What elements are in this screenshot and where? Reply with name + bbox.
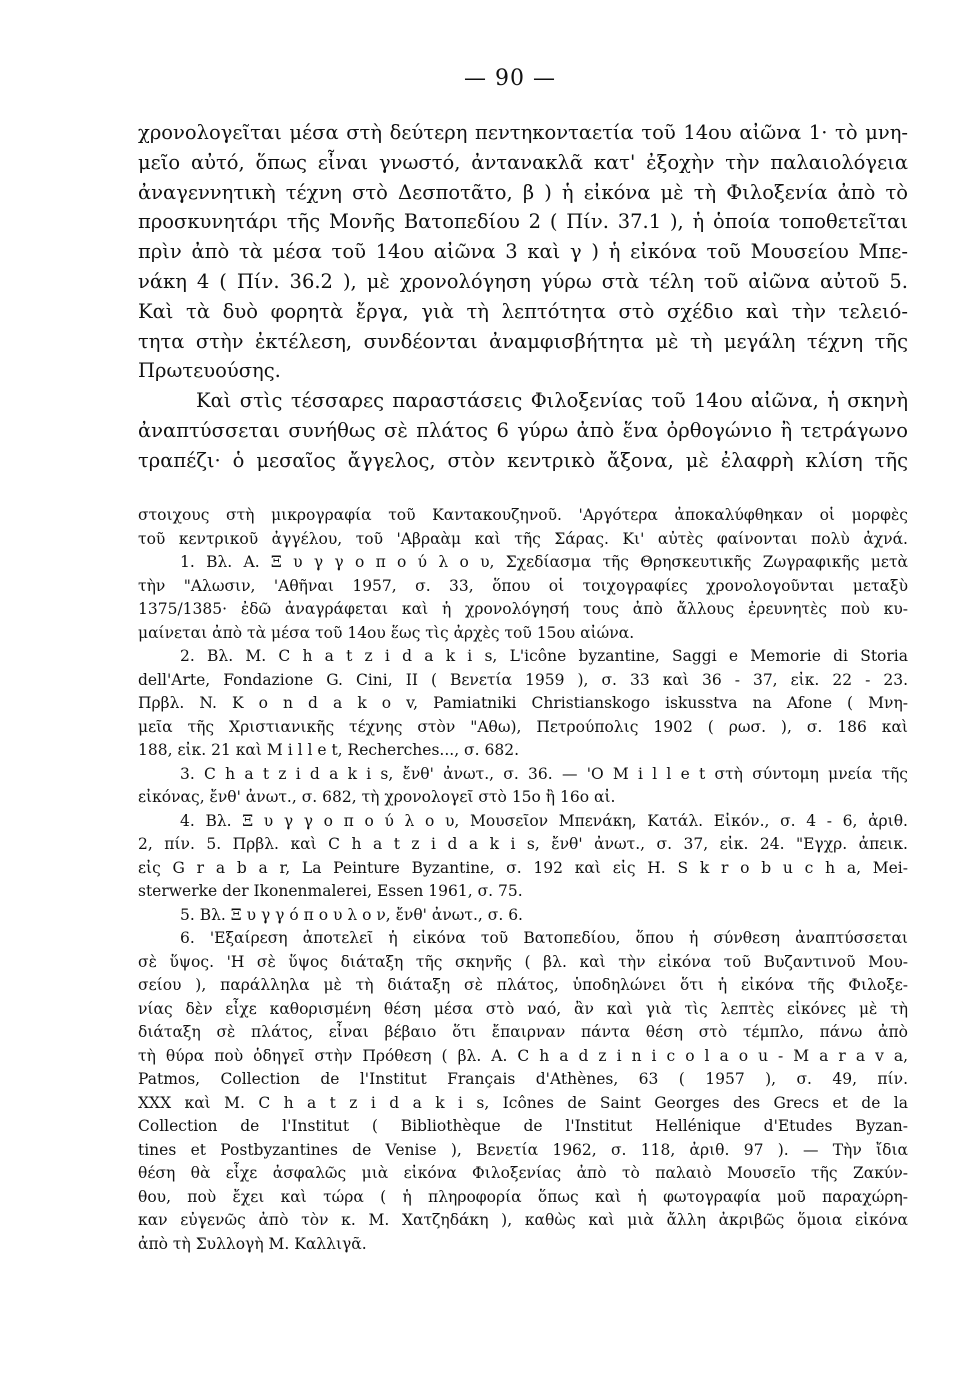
footnote-line: νίας δὲν εἶχε καθορισμένη θέση μέσα στὸ ναό, ἂν καὶ γιὰ τὶς λεπτὲς εἰκόνες μὲ τὴ bbox=[138, 999, 908, 1018]
footnote-line: 1375/1385· ἐδῶ ἀναγράφεται καὶ ἡ χρονολόγησή τους ἀπὸ ἄλλους ἐρευνητὲς ποὺ κυ- bbox=[138, 600, 908, 618]
footnote-line: μεῖα τῆς Χριστιανικῆς τέχνης στὸν "Αθω), Πετρούπολις 1902 ( ρωσ. ), σ. 186 καὶ bbox=[138, 717, 908, 736]
footnote-line: τοῦ κεντρικοῦ ἀγγέλου, τοῦ 'Αβραὰμ καὶ τῆς Σάρας. Κι' αὐτὲς φαίνονται πολὺ ἀχνά. bbox=[138, 529, 908, 548]
body-line: νάκη 4 ( Πίν. 36.2 ), μὲ χρονολόγηση γύρω στὰ τέλη τοῦ αἰῶνα αὐτοῦ 5. bbox=[138, 269, 908, 293]
footnote-line: στοιχους στὴ μικρογραφία τοῦ Καντακουζηνοῦ. 'Αργότερα ἀποκαλύφθηκαν οἱ μορφὲς bbox=[138, 506, 908, 524]
page-number: — 90 — bbox=[464, 66, 556, 91]
footnote-line: sterwerke der Ikonenmalerei, Essen 1961, σ. 75. bbox=[138, 882, 523, 900]
footnote-line: 1. Βλ. Α. Ξ υ γ γ ο π ο ύ λ ο υ, Σχεδίασμα τῆς Θρησκευτικῆς Ζωγραφικῆς μετὰ bbox=[180, 553, 908, 571]
footnotes bbox=[138, 504, 908, 1256]
body-line: μεῖο αὐτό, ὅπως εἶναι γνωστό, ἀντανακλᾶ κατ' ἐξοχὴν τὴν παλαιολόγεια bbox=[138, 150, 908, 174]
footnote-line: μαίνεται ἀπὸ τὰ μέσα τοῦ 14ου ἕως τὶς ἀρχὲς τοῦ 15ου αἰώνα. bbox=[138, 623, 635, 642]
body-line: χρονολογεῖται μέσα στὴ δεύτερη πεντηκονταετία τοῦ 14ου αἰῶνα 1· τὸ μνη- bbox=[138, 121, 908, 144]
footnote-line: 6. 'Εξαίρεση ἀποτελεῖ ἡ εἰκόνα τοῦ Βατοπεδίου, ὅπου ἡ σύνθεση ἀναπτύσσεται bbox=[180, 929, 908, 947]
footnote-line: τὴν "Αλωσιν, 'Αθῆναι 1957, σ. 33, ὅπου οἱ τοιχογραφίες χρονολογοῦνται μεταξὺ bbox=[138, 576, 908, 595]
footnote-line: dell'Arte, Fondazione G. Cini, II ( Βενετία 1959 ), σ. 33 καὶ 36 - 37, εἰκ. 22 - 23. bbox=[138, 670, 908, 689]
footnote-line: τὴ θύρα ποὺ ὁδηγεῖ στὴν Πρόθεση ( βλ. A. C h a d z i n i c o l a o u - M a r a v a, bbox=[138, 1046, 908, 1065]
body-line: πρὶν ἀπὸ τὰ μέσα τοῦ 14ου αἰῶνα 3 καὶ γ ) ἡ εἰκόνα τοῦ Μουσείου Μπε- bbox=[138, 240, 908, 264]
footnote-line: θου, ποὺ ἔχει καὶ τώρα ( ἡ πληροφορία ὅπως καὶ ἡ φωτογραφία μοῦ παραχώρη- bbox=[138, 1187, 908, 1206]
footnote-line: εἰς G r a b a r, La Peinture Byzantine, σ. 192 καὶ εἰς H. S k r o b u c h a, Mei- bbox=[138, 858, 908, 877]
footnote-line: 2, πίν. 5. Πρβλ. καὶ C h a t z i d a k i s, ἔνθ' ἀνωτ., σ. 37, εἰκ. 24. "Εγχρ. ἀπεικ. bbox=[138, 835, 908, 853]
footnote-line: διάταξη σὲ πλάτος, εἶναι βέβαιο ὅτι ἔπαιρναν πάντα θέση στὸ τέμπλο, πάνω ἀπὸ bbox=[138, 1023, 908, 1041]
body-line: τραπέζι· ὁ μεσαῖος ἄγγελος, στὸν κεντρικὸ ἄξονα, μὲ ἐλαφρὴ κλίση τῆς bbox=[138, 448, 908, 472]
footnote-line: Πρβλ. N. K o n d a k o v, Pamiatniki Christianskogo iskusstva na Afone ( Μνη- bbox=[138, 694, 908, 712]
footnote-line: 5. Βλ. Ξ υ γ γ ό π ο υ λ ο ν, ἔνθ' ἀνωτ., σ. 6. bbox=[180, 905, 523, 924]
footnote-line: καν εὐγενῶς ἀπὸ τὸν κ. Μ. Χατζηδάκη ), καθὼς καὶ μιὰ ἄλλη ἀκριβῶς ὅμοια εἰκόνα bbox=[138, 1211, 908, 1229]
footnote-line: 188, εἰκ. 21 καὶ M i l l e t, Recherches..., σ. 682. bbox=[138, 741, 519, 759]
footnote-line: 4. Βλ. Ξ υ γ γ ο π ο ύ λ ο υ, Μουσεῖον Μπενάκη, Κατάλ. Εἰκόν., σ. 4 - 6, ἀριθ. bbox=[180, 811, 908, 830]
footnote-line: ἀπὸ τὴ Συλλογὴ Μ. Καλλιγᾶ. bbox=[138, 1234, 367, 1253]
footnote-line: tines et Postbyzantines de Venise ), Βενετία 1962, σ. 118, ἀριθ. 97 ). — Τὴν ἴδια bbox=[138, 1140, 908, 1159]
body-line: προσκυνητάρι τῆς Μονῆς Βατοπεδίου 2 ( Πίν. 37.1 ), ἡ ὁποία τοποθετεῖται bbox=[138, 210, 908, 234]
footnote-line: Collection de l'Institut ( Bibliothèque de l'Institut Hellénique d'Etudes Byzan- bbox=[138, 1117, 908, 1135]
body-line: τητα στὴν ἐκτέλεση, συνδέονται ἀναμφισβήτητα μὲ τὴ μεγάλη τέχνη τῆς bbox=[138, 329, 908, 353]
footnote-line: σὲ ὕψος. 'Η σὲ ὕψος διάταξη τῆς σκηνῆς ( βλ. καὶ τὴν εἰκόνα τοῦ Βυζαντινοῦ Μου- bbox=[138, 952, 908, 971]
footnote-line: 3. C h a t z i d a k i s, ἔνθ' ἀνωτ., σ. 36. — 'Ο M i l l e t στὴ σύντομη μνεία τῆς bbox=[180, 764, 908, 783]
footnote-line: θέση θὰ εἶχε ἀσφαλῶς μιὰ εἰκόνα Φιλοξενίας ἀπὸ τὸ παλαιὸ Μουσεῖο τῆς Ζακύν- bbox=[138, 1164, 908, 1182]
body-line: Καὶ στὶς τέσσαρες παραστάσεις Φιλοξενίας τοῦ 14ου αἰῶνα, ἡ σκηνὴ bbox=[196, 389, 908, 413]
body-line: Καὶ τὰ δυὸ φορητὰ ἔργα, γιὰ τὴ λεπτότητα στὸ σχέδιο καὶ τὴν τελειό- bbox=[138, 299, 908, 323]
footnote-line: εἰκόνας, ἔνθ' ἀνωτ., σ. 682, τὴ χρονολογεῖ στὸ 15ο ἢ 16ο αἰ. bbox=[138, 788, 616, 806]
body-line: ἀναπτύσσεται συνήθως σὲ πλάτος 6 γύρω ἀπὸ ἕνα ὀρθογώνιο ἢ τετράγωνο bbox=[138, 418, 908, 442]
footnote-line: 2. Βλ. M. C h a t z i d a k i s, L'icône byzantine, Saggi e Memorie di Storia bbox=[180, 647, 908, 665]
footnote-line: σείου ), παράλληλα μὲ τὴ διάταξη σὲ πλάτος, ὑποδηλώνει ὅτι ἡ εἰκόνα τῆς Φιλοξε- bbox=[138, 976, 908, 994]
footnote-line: XXX καὶ M. C h a t z i d a k i s, Icônes de Saint Georges des Grecs et de la bbox=[138, 1093, 908, 1112]
body-line: Πρωτευούσης. bbox=[138, 359, 281, 383]
body-line: ἀναγεννητικὴ τέχνη στὸ Δεσποτᾶτο, β ) ἡ εἰκόνα μὲ τὴ Φιλοξενία ἀπὸ τὸ bbox=[138, 180, 908, 204]
footnote-line: Patmos, Collection de l'Institut Français d'Athènes, 63 ( 1957 ), σ. 49, πίν. bbox=[138, 1070, 908, 1088]
main-body-text bbox=[138, 118, 908, 476]
